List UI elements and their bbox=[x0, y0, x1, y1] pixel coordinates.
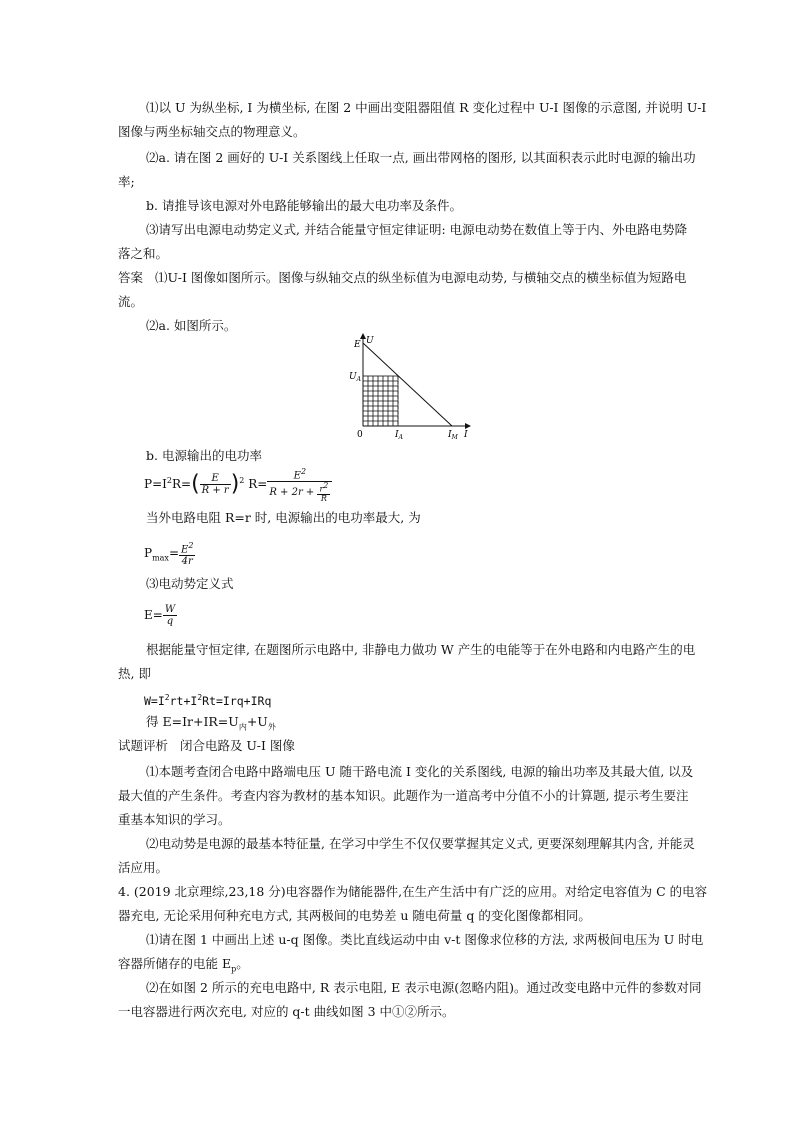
question4-line2: 器充电, 无论采用何种充电方式, 其两极间的电势差 u 随电荷量 q 的变化图像都相同。 bbox=[118, 908, 591, 923]
analysis-c1-line1: ⑴本题考查闭合电路中路端电压 U 随干路电流 I 变化的关系图线, 电源的输出功率及其最大值, 以及 bbox=[146, 764, 694, 779]
answer-label: 答案 bbox=[118, 270, 144, 285]
power-formula: $P=I^2R=$( $\frac{E}{R + r}$ )$^2$ R= $E^2$ R + 2r + $\frac{r^2}{R}$ bbox=[144, 466, 332, 503]
answer-part3: ⑶电动势定义式 bbox=[146, 576, 234, 591]
analysis-topic: 闭合电路及 U-I 图像 bbox=[179, 738, 295, 753]
work-formula: $W=I^2rt+I^2Rt=Irq+IRq$ bbox=[144, 693, 272, 708]
ui-line bbox=[363, 343, 452, 426]
answer-part1-line2: 流。 bbox=[118, 294, 144, 309]
question-part3-line2: 落之和。 bbox=[118, 246, 169, 261]
power-grid-area bbox=[363, 376, 398, 426]
analysis-header bbox=[118, 738, 295, 754]
question4-part2-line2: 一电容器进行两次充电, 对应的 q-t 曲线如图 3 中①②所示。 bbox=[118, 1004, 455, 1019]
question4-line1: 4. (2019 北京理综,23,18 分)电容器作为储能器件,在生产生活中有广泛的应用。对给定电容值为 C 的电容 bbox=[118, 884, 708, 899]
label-im: $I_M$ bbox=[448, 430, 458, 441]
question4-part2-line1: ⑵在如图 2 所示的充电电路中, R 表示电阻, E 表示电源(忽略内阻)。通过改变电路中元件的参数对同 bbox=[146, 980, 702, 995]
answer-part1-line1: ⑴U-I 图像如图所示。图像与纵轴交点的纵坐标值为电源电动势, 与横轴交点的横坐标值为短路电 bbox=[154, 270, 687, 285]
analysis-c1-line3: 重基本知识的学习。 bbox=[118, 812, 231, 827]
label-origin: 0 bbox=[357, 430, 363, 440]
question-part2b: b. 请推导该电源对外电路能够输出的最大电功率及条件。 bbox=[146, 198, 462, 213]
analysis-c2-line2: 活应用。 bbox=[118, 860, 169, 875]
label-i: I bbox=[464, 430, 468, 440]
emf-definition: E= $\frac{W}{q}$ bbox=[144, 604, 176, 627]
label-u: U bbox=[366, 336, 374, 346]
answer-line1 bbox=[118, 270, 686, 286]
max-power-condition: 当外电路电阻 R=r 时, 电源输出的电功率最大, 为 bbox=[146, 510, 421, 525]
energy-line2: 热, 即 bbox=[118, 666, 151, 681]
label-ia: $I_A$ bbox=[395, 430, 403, 441]
question4-part1-line2: 容器所储存的电能 $E_p$。 bbox=[118, 956, 249, 974]
answer-part2a: ⑵a. 如图所示。 bbox=[146, 318, 237, 333]
ui-graph bbox=[340, 330, 480, 442]
question-part1-line2: 图像与两坐标轴交点的物理意义。 bbox=[118, 124, 306, 139]
label-ua: $U_A$ bbox=[349, 372, 361, 383]
answer-part2b: b. 电源输出的电功率 bbox=[146, 448, 262, 463]
analysis-label: 试题评析 bbox=[118, 738, 169, 753]
question-part3-line1: ⑶请写出电源电动势定义式, 并结合能量守恒定律证明: 电源电动势在数值上等于内、外电路电势降 bbox=[146, 222, 688, 237]
analysis-c1-line2: 最大值的产生条件。考查内容为教材的基本知识。此题作为一道高考中分值不小的计算题, 提示考生要注 bbox=[118, 788, 689, 803]
analysis-c2-line1: ⑵电动势是电源的最基本特征量, 在学习中学生不仅仅要掌握其定义式, 更要深刻理解其内含, 并能灵 bbox=[146, 836, 695, 851]
energy-line1: 根据能量守恒定律, 在题图所示电路中, 非静电力做功 W 产生的电能等于在外电路和内电路产生的电 bbox=[146, 642, 696, 657]
question-part2a-line1: ⑵a. 请在图 2 画好的 U-I 关系图线上任取一点, 画出带网格的图形, 以其面积表示此时电源的输出功 bbox=[146, 150, 696, 165]
label-e: E bbox=[354, 340, 361, 350]
question-part2a-line2: 率; bbox=[118, 174, 135, 189]
emf-result: 得 $E=Ir+IR=U_内+U_外$ bbox=[146, 714, 276, 732]
question-part1-line1: ⑴以 U 为纵坐标, I 为横坐标, 在图 2 中画出变阻器阻值 R 变化过程中 U-I 图像的示意图, 并说明 U-I bbox=[146, 100, 707, 115]
pmax-formula: $P_{max}=$ $\frac{E^2}{4r}$ bbox=[144, 541, 194, 568]
question4-part1-line1: ⑴请在图 1 中画出上述 u-q 图像。类比直线运动中由 v-t 图像求位移的方法, 求两极间电压为 U 时电 bbox=[146, 932, 704, 947]
